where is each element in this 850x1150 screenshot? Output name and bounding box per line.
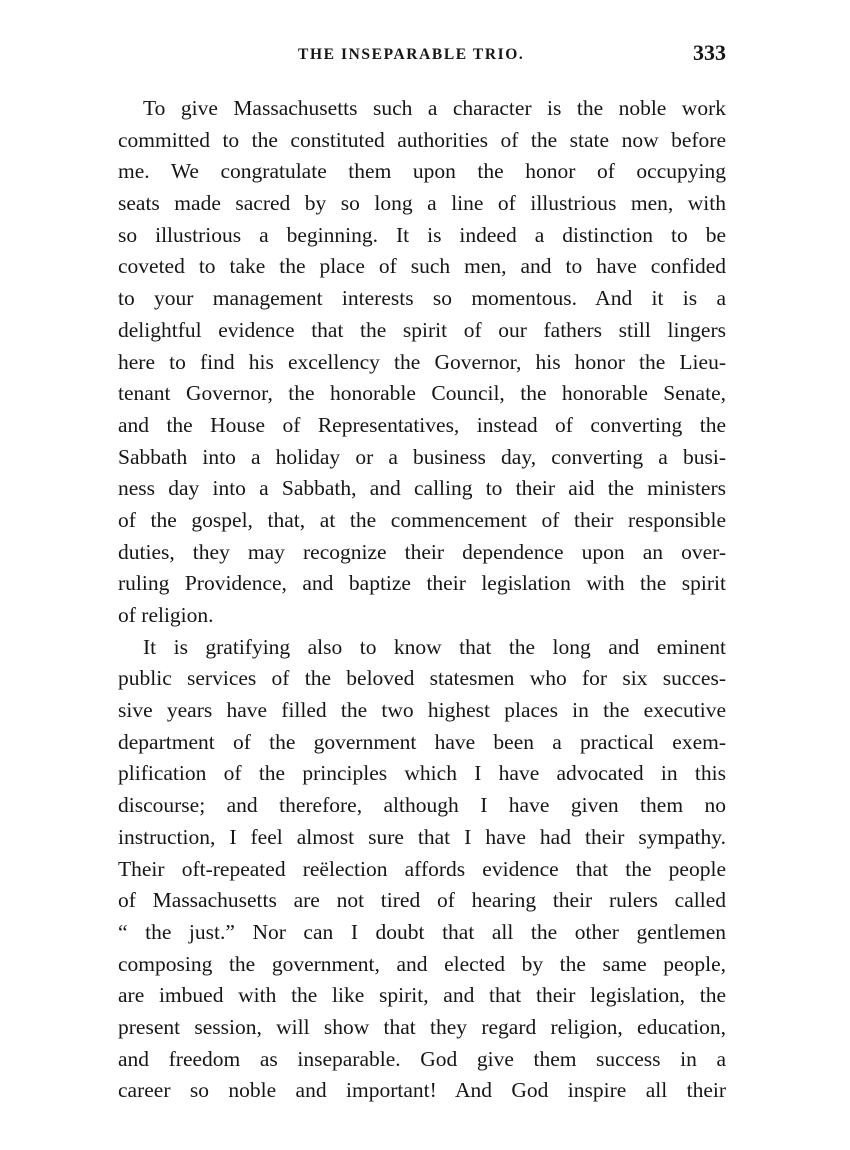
text-line: discourse; and therefore, although I have given them no: [118, 793, 726, 818]
text-line: present session, will show that they regard religion, education,: [118, 1014, 726, 1039]
text-line: to your management interests so momentous. And it is a: [118, 286, 726, 311]
running-head: [118, 40, 726, 70]
text-line: and freedom as inseparable. God give them success in a: [118, 1046, 726, 1071]
text-line: ness day into a Sabbath, and calling to their aid the ministers: [118, 476, 726, 501]
text-line: here to find his excellency the Governor, his honor the Lieu-: [118, 349, 726, 374]
body-text: [118, 93, 726, 1107]
text-line: duties, they may recognize their dependence upon an over-: [118, 539, 726, 564]
text-line: sive years have filled the two highest places in the executive: [118, 698, 726, 723]
text-line: of the gospel, that, at the commencement of their responsible: [118, 507, 726, 532]
text-line: public services of the beloved statesmen who for six succes-: [118, 666, 726, 691]
text-line: plification of the principles which I have advocated in this: [118, 761, 726, 786]
text-line: are imbued with the like spirit, and that their legislation, the: [118, 983, 726, 1008]
text-line: of Massachusetts are not tired of hearing their rulers called: [118, 888, 726, 913]
text-line: ruling Providence, and baptize their legislation with the spirit: [118, 571, 726, 596]
text-line: tenant Governor, the honorable Council, the honorable Senate,: [118, 381, 726, 406]
text-line: committed to the constituted authorities of the state now before: [118, 127, 726, 152]
running-title: THE INSEPARABLE TRIO.: [298, 46, 525, 63]
text-line: delightful evidence that the spirit of our fathers still lingers: [118, 317, 726, 342]
text-line: department of the government have been a practical exem-: [118, 729, 726, 754]
text-line: coveted to take the place of such men, and to have confided: [118, 254, 726, 279]
page-number: 333: [693, 40, 726, 65]
text-line: It is gratifying also to know that the long and eminent: [143, 634, 726, 659]
text-line: and the House of Representatives, instead of converting the: [118, 412, 726, 437]
text-line: “ the just.” Nor can I doubt that all the other gentlemen: [118, 919, 726, 944]
text-line: me. We congratulate them upon the honor of occupying: [118, 159, 726, 184]
text-line: Sabbath into a holiday or a business day, converting a busi-: [118, 444, 726, 469]
text-line: instruction, I feel almost sure that I have had their sympathy.: [118, 824, 726, 849]
text-line: seats made sacred by so long a line of illustrious men, with: [118, 191, 726, 216]
text-line: composing the government, and elected by the same people,: [118, 951, 726, 976]
text-line: career so noble and important! And God inspire all their: [118, 1078, 726, 1103]
text-line: To give Massachusetts such a character is the noble work: [143, 96, 726, 120]
text-line: of religion.: [118, 603, 214, 627]
text-line: Their oft-repeated reëlection affords evidence that the people: [118, 856, 726, 881]
text-line: so illustrious a beginning. It is indeed a distinction to be: [118, 222, 726, 247]
